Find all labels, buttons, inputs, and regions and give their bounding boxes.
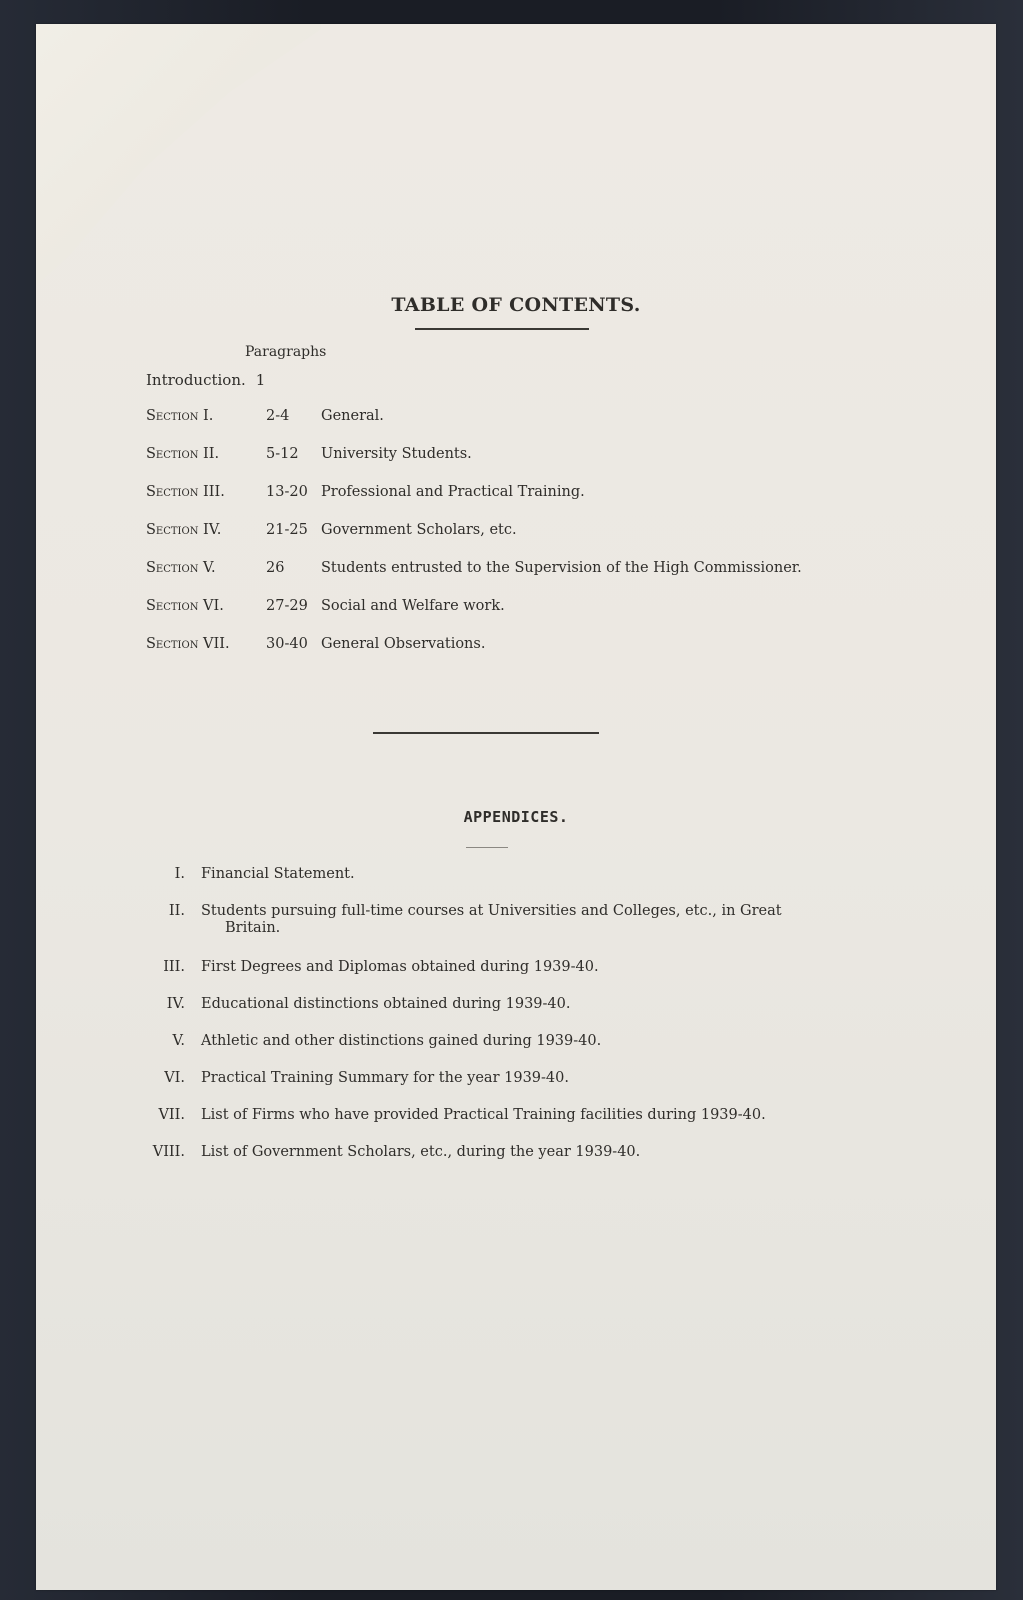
section-title: University Students. [321, 446, 472, 462]
section-row [146, 636, 946, 674]
contents-title: TABLE OF CONTENTS. [391, 294, 641, 316]
appendix-text-continuation: Britain. [225, 920, 281, 936]
sections-list [146, 408, 946, 674]
section-paragraphs: 27-29 [266, 598, 308, 614]
section-title: General. [321, 408, 384, 424]
section-number: Section V. [146, 560, 216, 576]
appendix-numeral: VII. [158, 1107, 185, 1123]
appendix-numeral: VIII. [152, 1144, 185, 1160]
section-number: Section II. [146, 446, 220, 462]
section-row [146, 598, 946, 636]
appendix-numeral: IV. [166, 996, 185, 1012]
section-paragraphs: 2-4 [266, 408, 290, 424]
appendix-text: Financial Statement. [201, 866, 355, 882]
section-paragraphs: 30-40 [266, 636, 308, 652]
section-title: Social and Welfare work. [321, 598, 505, 614]
section-paragraphs: 26 [266, 560, 285, 576]
title-underline [415, 328, 589, 330]
section-title: Students entrusted to the Supervision of the High Commissioner. [321, 560, 802, 576]
appendix-text: Students pursuing full-time courses at Universities and Colleges, etc., in Great [201, 903, 782, 919]
appendices-list [131, 866, 851, 1181]
section-number: Section I. [146, 408, 214, 424]
section-row [146, 446, 946, 484]
section-paragraphs: 21-25 [266, 522, 308, 538]
section-number: Section III. [146, 484, 225, 500]
folded-page-corner [36, 24, 321, 286]
section-paragraphs: 5-12 [266, 446, 299, 462]
section-number: Section VI. [146, 598, 224, 614]
section-title: Government Scholars, etc. [321, 522, 517, 538]
introduction-row [146, 371, 265, 389]
appendix-text: Athletic and other distinctions gained during 1939-40. [201, 1033, 602, 1049]
appendix-item [131, 1033, 851, 1070]
document-page [36, 24, 996, 1590]
appendix-item [131, 1070, 851, 1107]
appendix-item [131, 996, 851, 1033]
appendix-numeral: III. [163, 959, 185, 975]
section-divider [373, 732, 599, 734]
section-number: Section IV. [146, 522, 222, 538]
appendix-item [131, 959, 851, 996]
section-title: Professional and Practical Training. [321, 484, 585, 500]
section-title: General Observations. [321, 636, 486, 652]
appendix-item [131, 1107, 851, 1144]
appendix-item [131, 1144, 851, 1181]
appendix-text: List of Government Scholars, etc., during the year 1939-40. [201, 1144, 641, 1160]
introduction-paragraphs: 1 [255, 371, 266, 389]
paragraphs-header: Paragraphs [245, 344, 327, 360]
section-row [146, 484, 946, 522]
section-paragraphs: 13-20 [266, 484, 308, 500]
section-row [146, 560, 946, 598]
introduction-label: Introduction. [146, 371, 246, 389]
appendix-text: List of Firms who have provided Practical Training facilities during 1939-40. [201, 1107, 766, 1123]
appendix-item [131, 903, 851, 959]
appendix-numeral: II. [168, 903, 185, 919]
section-row [146, 522, 946, 560]
appendix-numeral: V. [172, 1033, 185, 1049]
appendices-underline [466, 847, 508, 848]
appendix-numeral: I. [174, 866, 185, 882]
section-row [146, 408, 946, 446]
appendix-text: Educational distinctions obtained during 1939-40. [201, 996, 571, 1012]
appendix-text: First Degrees and Diplomas obtained during 1939-40. [201, 959, 599, 975]
appendix-text: Practical Training Summary for the year 1939-40. [201, 1070, 569, 1086]
section-number: Section VII. [146, 636, 230, 652]
appendix-item [131, 866, 851, 903]
appendices-title: APPENDICES. [463, 808, 569, 826]
appendix-numeral: VI. [164, 1070, 185, 1086]
